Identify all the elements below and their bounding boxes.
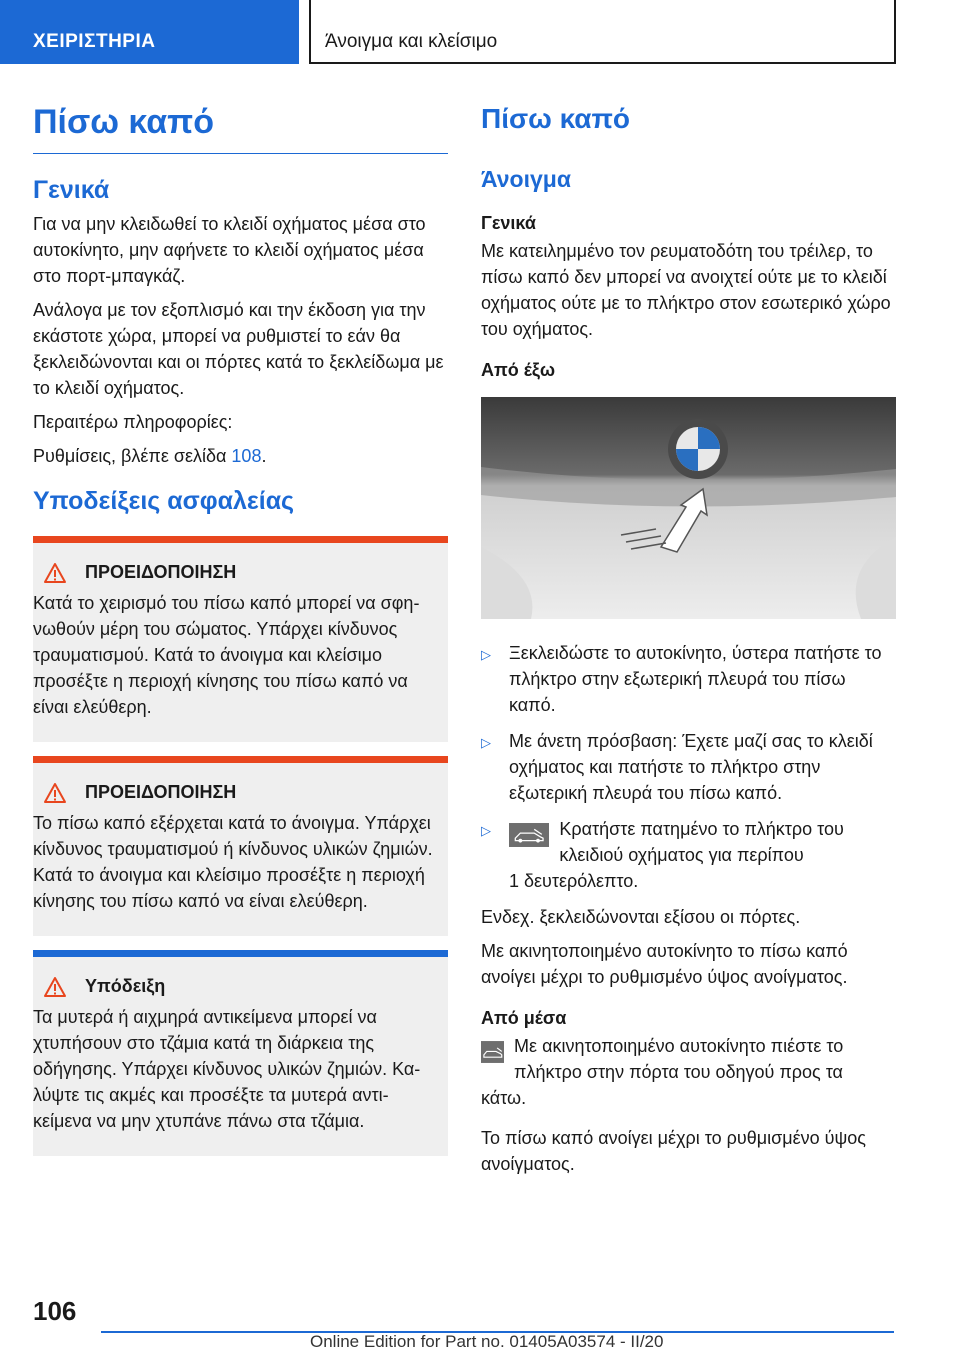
inside-instruction-end: κάτω. [481, 1087, 527, 1108]
warning-triangle-icon [43, 562, 67, 584]
warning-body-1: Κατά το χειρισμό του πίσω καπό μπορεί να σφηνωθούν μέρη του σώματος. Υπάρχει κίνδυνος τραυματισμού. Κατά το άνοιγμα και κλείσιμο προσέξτε η περιοχή κίνησης του πίσω καπό να είναι ελεύθερη. [33, 592, 420, 717]
info-bar [33, 950, 448, 957]
info-box [33, 950, 448, 1156]
general-text: Με κατειλημμένο τον ρευματοδότη του τρέιλερ, το πίσω καπό δεν μπορεί να ανοιχτεί ούτε με το κλειδί οχήματος ούτε με το πλήκτρο στον εσωτερικό χώρο του οχήματος. [481, 240, 891, 339]
bullet-comfort-text: Με άνετη πρόσβαση: Έχετε μαζί σας το κλειδί οχήματος και πατήστε το πλήκτρο στην εξωτερική πλευρά του πίσω καπό. [509, 730, 873, 803]
section-title: Πίσω καπό [481, 103, 631, 134]
bullet-comfort-access [481, 728, 896, 806]
page-title: Πίσω καπό [33, 102, 448, 154]
outside-heading: Από έξω [481, 359, 556, 380]
right-column [481, 92, 896, 1185]
safety-heading: Υποδείξεις ασφαλείας [33, 486, 295, 515]
warning-body-2: Το πίσω καπό εξέρχεται κατά το άνοιγμα. Υπάρχει κίνδυνος τραυματισμού ή κίνδυνος υλικών ζημιών. Κατά το άνοιγμα και κλείσιμο προσέξτε η περιοχή κίνησης του πίσω καπό να είναι ελεύθερη. [33, 812, 433, 911]
bullet-unlock [481, 640, 896, 718]
left-column [33, 92, 448, 1156]
page-number: 106 [33, 1296, 77, 1326]
info-body: Τα μυτερά ή αιχμηρά αντικείμενα μπορεί να χτυπήσουν στο τζάμια κατά τη διάρκεια της οδήγησης. Υπάρχει κίνδυνος υλικών ζημιών. Καλύψτε τις ακμές και προσέξτε τα μυτερά αντικείμενα να μην χτυπάνε πάνω στα τζάμια. [33, 1006, 421, 1131]
final-note: Το πίσω καπό ανοίγει μέχρι το ρυθμισμένο ύψος ανοίγματος. [481, 1127, 866, 1174]
warning-title-text-1: ΠΡΟΕΙΔΟΠΟΙΗΣΗ [85, 562, 237, 583]
car-trunk-button-icon [481, 1033, 504, 1071]
warning-title-1 [33, 550, 448, 584]
section-tab: ΧΕΙΡΙΣΤΗΡΙΑ [0, 0, 299, 64]
inside-instruction [481, 1033, 896, 1111]
bullet-triangle-icon: ▷ [481, 822, 491, 838]
general-heading: Γενικά [33, 175, 110, 204]
general-paragraph-2: Ανάλογα με τον εξοπλισμό και την έκδοση για την εκάστοτε χώρα, μπορεί να ρυθμιστεί το εάν θα ξεκλειδώνονται και οι πόρτες κατά το ξεκλείδωμα με το κλειδί οχήματος. [33, 299, 444, 398]
footer-edition: Online Edition for Part no. 01405A03574 - II/20 [310, 1332, 664, 1351]
warning-triangle-icon [43, 782, 67, 804]
warning-title-text-2: ΠΡΟΕΙΔΟΠΟΙΗΣΗ [85, 782, 237, 803]
chapter-title: Άνοιγμα και κλείσιμο [311, 0, 896, 64]
warning-title-2 [33, 770, 448, 804]
bullet-key-text-end: 1 δευτερόλεπτο. [509, 870, 639, 891]
inside-row [481, 1033, 896, 1085]
bullet-key-text: Κρατήστε πατημένο το πλήκτρο του κλειδιού οχήματος για περίπου [559, 818, 844, 865]
doors-note: Ενδεχ. ξεκλειδώνονται εξίσου οι πόρτες. [481, 906, 801, 927]
inside-instruction-text: Με ακινητοποιημένο αυτοκίνητο πιέστε το πλήκτρο στην πόρτα του οδηγού προς τα [514, 1035, 844, 1082]
warning-box-1 [33, 536, 448, 742]
opening-heading: Άνοιγμα [481, 165, 571, 192]
key-row [509, 816, 896, 868]
page-108-link[interactable]: 108 [231, 445, 262, 466]
general-paragraph-3: Περαιτέρω πληροφορίες: [33, 411, 233, 432]
warning-box-2 [33, 756, 448, 936]
settings-reference-text: Ρυθμίσεις, βλέπε σελίδα [33, 445, 232, 466]
inside-heading: Από μέσα [481, 1007, 567, 1028]
immobile-note: Με ακινητοποιημένο αυτοκίνητο το πίσω καπό ανοίγει μέχρι το ρυθμισμένο ύψος ανοίγματος. [481, 940, 848, 987]
info-title [33, 964, 448, 998]
general-subheading: Γενικά [481, 212, 536, 233]
bullet-unlock-text: Ξεκλειδώστε το αυτοκίνητο, ύστερα πατήστε το πλήκτρο στην εξωτερική πλευρά του πίσω καπό. [509, 642, 882, 715]
bullet-key-content [509, 816, 896, 894]
settings-reference-end: . [261, 445, 267, 466]
bullet-triangle-icon: ▷ [481, 646, 491, 662]
general-paragraph-1: Για να μην κλειδωθεί το κλειδί οχήματος μέσα στο αυτοκίνητο, μην αφήνετε το κλειδί οχήματος μέσα στο πορτ-μπαγκάζ. [33, 213, 426, 286]
info-title-text: Υπόδειξη [85, 976, 166, 997]
warning-bar [33, 756, 448, 763]
bullet-key-button [481, 816, 896, 894]
warning-bar [33, 536, 448, 543]
trunk-button-photo [481, 397, 896, 619]
car-trunk-key-icon [509, 816, 549, 854]
warning-triangle-icon [43, 976, 67, 998]
bullet-triangle-icon: ▷ [481, 734, 491, 750]
settings-reference [33, 443, 448, 469]
